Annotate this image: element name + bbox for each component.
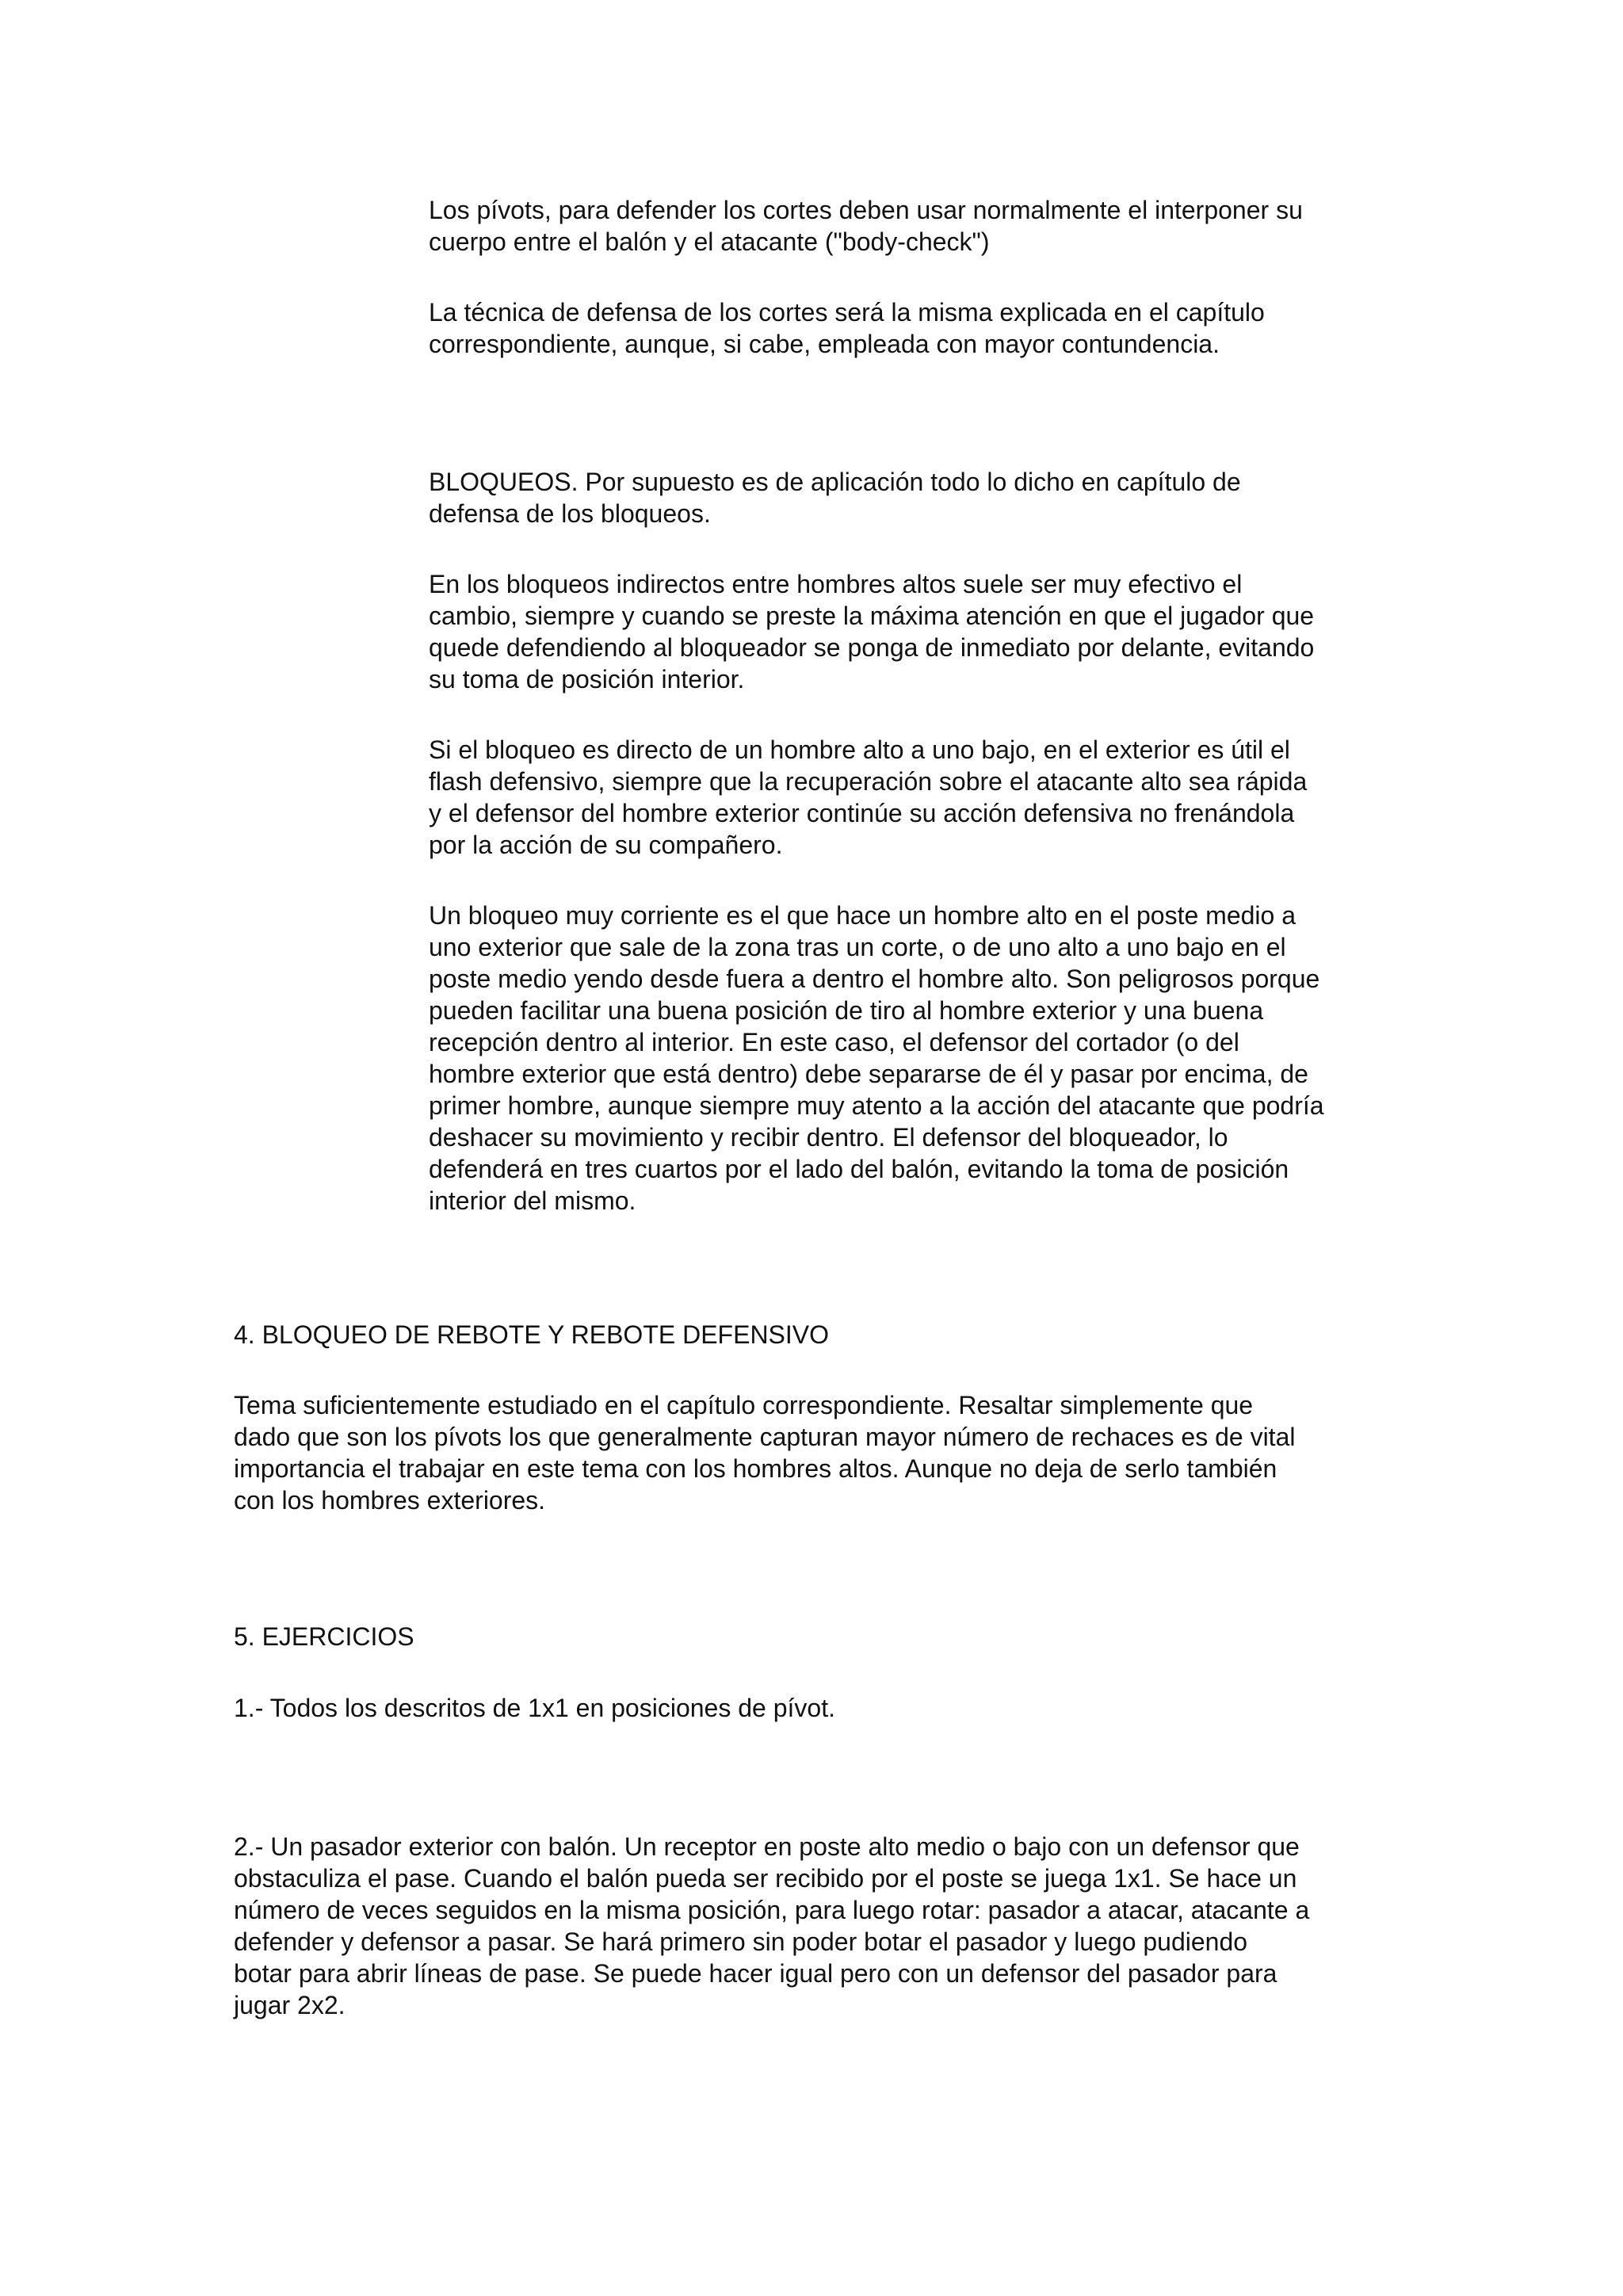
paragraph-cut-defense-technique: La técnica de defensa de los cortes será la misma explicada en el capítulo correspondiente, aunque, si cabe, empleada con mayor contundencia. xyxy=(429,298,1265,358)
paragraph-indirect-screens: En los bloqueos indirectos entre hombres altos suele ser muy efectivo el cambio, siempre y cuando se preste la máxima atención en que el jugador que quede defendiendo al bloqueador se ponga de inmediato por delante, evitando su toma de posición interior. xyxy=(429,570,1315,693)
paragraph-pivot-cuts: Los pívots, para defender los cortes deben usar normalmente el interponer su cuerpo entre el balón y el atacante ("body-check") xyxy=(429,196,1303,256)
exercise-2: 2.- Un pasador exterior con balón. Un receptor en poste alto medio o bajo con un defensor que obstaculiza el pase. Cuando el balón pueda ser recibido por el poste se juega 1x1. Se hace un número de veces seguidos en la misma posición, para luego rotar: pasador a atacar, atacante a defender y defensor a pasar. Se hará primero sin poder botar el pasador y luego pudiendo botar para abrir líneas de pase. Se puede hacer igual pero con un defensor del pasador para jugar 2x2. xyxy=(234,1832,1310,2019)
paragraph-direct-screens: Si el bloqueo es directo de un hombre alto a uno bajo, en el exterior es útil el flash defensivo, siempre que la recuperación sobre el atacante alto sea rápida y el defensor del hombre exterior continúe su acción defensiva no frenándola por la acción de su compañero. xyxy=(429,735,1308,859)
exercise-1: 1.- Todos los descritos de 1x1 en posiciones de pívot. xyxy=(234,1694,835,1722)
paragraph-common-screen: Un bloqueo muy corriente es el que hace un hombre alto en el poste medio a uno exterior que sale de la zona tras un corte, o de uno alto a uno bajo en el poste medio yendo desde fuera a dentro el hombre alto. Son peligrosos porque pueden facilitar una buena posición de tiro al hombre exterior y una buena recepción dentro al interior. En este caso, el defensor del cortador (o del hombre exterior que está dentro) debe separarse de él y pasar por encima, de primer hombre, aunque siempre muy atento a la acción del atacante que podría deshacer su movimiento y recibir dentro. El defensor del bloqueador, lo defenderá en tres cuartos por el lado del balón, evitando la toma de posición interior del mismo. xyxy=(429,901,1324,1215)
paragraph-rebound: Tema suficientemente estudiado en el capítulo correspondiente. Resaltar simplemente que dado que son los pívots los que generalmente capturan mayor número de rechaces es de vital importancia el trabajar en este tema con los hombres altos. Aunque no deja de serlo también con los hombres exteriores. xyxy=(234,1391,1296,1515)
section-heading-5: 5. EJERCICIOS xyxy=(234,1622,414,1651)
paragraph-bloqueos-intro: BLOQUEOS. Por supuesto es de aplicación todo lo dicho en capítulo de defensa de los bloqueos. xyxy=(429,468,1241,528)
section-heading-4: 4. BLOQUEO DE REBOTE Y REBOTE DEFENSIVO xyxy=(234,1320,830,1349)
